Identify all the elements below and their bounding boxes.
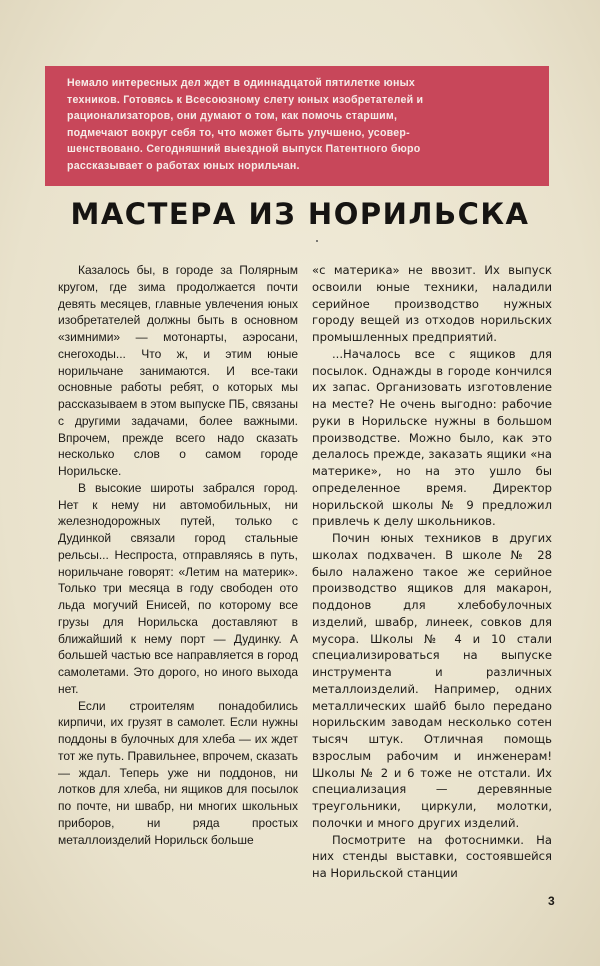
intro-line: Немало интересных дел ждет в одиннадцатой пятилетке юных <box>67 77 416 89</box>
paragraph: Почин юных техников в других школах подхвачен. В школе № 28 было налажено такое же серийное производство ящиков для макарон, поддонов для хлебобулочных изделий, швабр, линеек, совков для мусора. Школы № 4 и 10 стали специализироваться на выпуске инструмента и различных металлоизделий. Например, одних металлических шайб было передано норильским заводам несколько сотен тысяч штук. Отличная помощь взрослым рабочим и инженерам! Школы № 2 и 6 тоже не отстали. Их специализация — деревянные треугольники, циркули, молотки, полочки и много других изделий. <box>312 531 552 830</box>
intro-line: рассказывает о работах юных норильчан. <box>67 159 300 172</box>
paragraph: В высокие широты забрался город. Нет к нему ни автомобильных, ни железнодорожных путей, только с Дудинкой связали город стальные рельсы... Неспроста, отправляясь в путь, норильчане говорят: «Летим на материк». Только три месяца в году свободен ото льда могучий Енисей, по которому все грузы для Норильска доставляют в ближайший к нему порт — Дудинку. А большей частью все направляется в город самолетами. Это дорого, но иного выхода нет. <box>58 480 298 696</box>
intro-box <box>45 66 549 186</box>
paragraph: Если строителям понадобились кирпичи, их грузят в самолет. Если нужны поддоны в булочных для хлеба — их ждет тот же путь. Правильнее, впрочем, сказать — ждал. Теперь уже ни поддонов, ни лотков для хлеба, ни ящиков для посылок по почте, ни швабр, ни многих школьных приборов, ни ряда простых металлоизделий Норильск больше <box>58 698 299 847</box>
intro-line: техников. Готовясь к Всесоюзному слету юных изобретателей и <box>67 93 424 106</box>
page-number: 3 <box>548 894 555 908</box>
paragraph: ...Началось все с ящиков для посылок. Однажды в городе кончился их запас. Организовать изготовление на месте? Не очень выгодно: рабочие руки в Норильске нужны в большом производстве. Можно было, как это делалось прежде, заказать ящики «на материке», но на это ушло бы определенное время. Директор норильской школы № 9 предложил привлечь к делу школьников. <box>312 346 552 529</box>
paragraph-continued: «с материка» не ввозит. Их выпуск освоили юные техники, наладили серийное производство нужных городу вещей из отходов норильских промышленных предприятий. <box>312 263 552 344</box>
intro-line: рационализаторов, они думают о том, как помочь старшим, <box>67 110 398 123</box>
intro-line: шенствовано. Сегодняшний выездной выпуск Патентного бюро <box>67 143 421 156</box>
paragraph: Казалось бы, в городе за Полярным кругом, где зима продолжается почти девять месяцев, главные увлечения юных изобретателей должны быть в основном «зимними» — мотонарты, аэросани, снегоходы... Что ж, и этим юные норильчане занимаются. И все-таки основные работы ребят, о которых мы рассказываем в этом выпуске ПБ, связаны с другими задачами, более важными. Впрочем, прежде всего надо сказать несколько слов о самом городе Норильске. <box>58 263 298 478</box>
paragraph: Посмотрите на фотоснимки. На них стенды выставки, состоявшейся на Норильской станции <box>312 832 552 880</box>
article-title: МАСТЕРА ИЗ НОРИЛЬСКА <box>70 197 530 231</box>
print-speck <box>316 240 318 242</box>
article-right-column <box>312 262 552 882</box>
article-left-column <box>58 262 298 848</box>
intro-line: подмечают вокруг себя то, что может быть улучшено, усовер- <box>67 126 410 139</box>
